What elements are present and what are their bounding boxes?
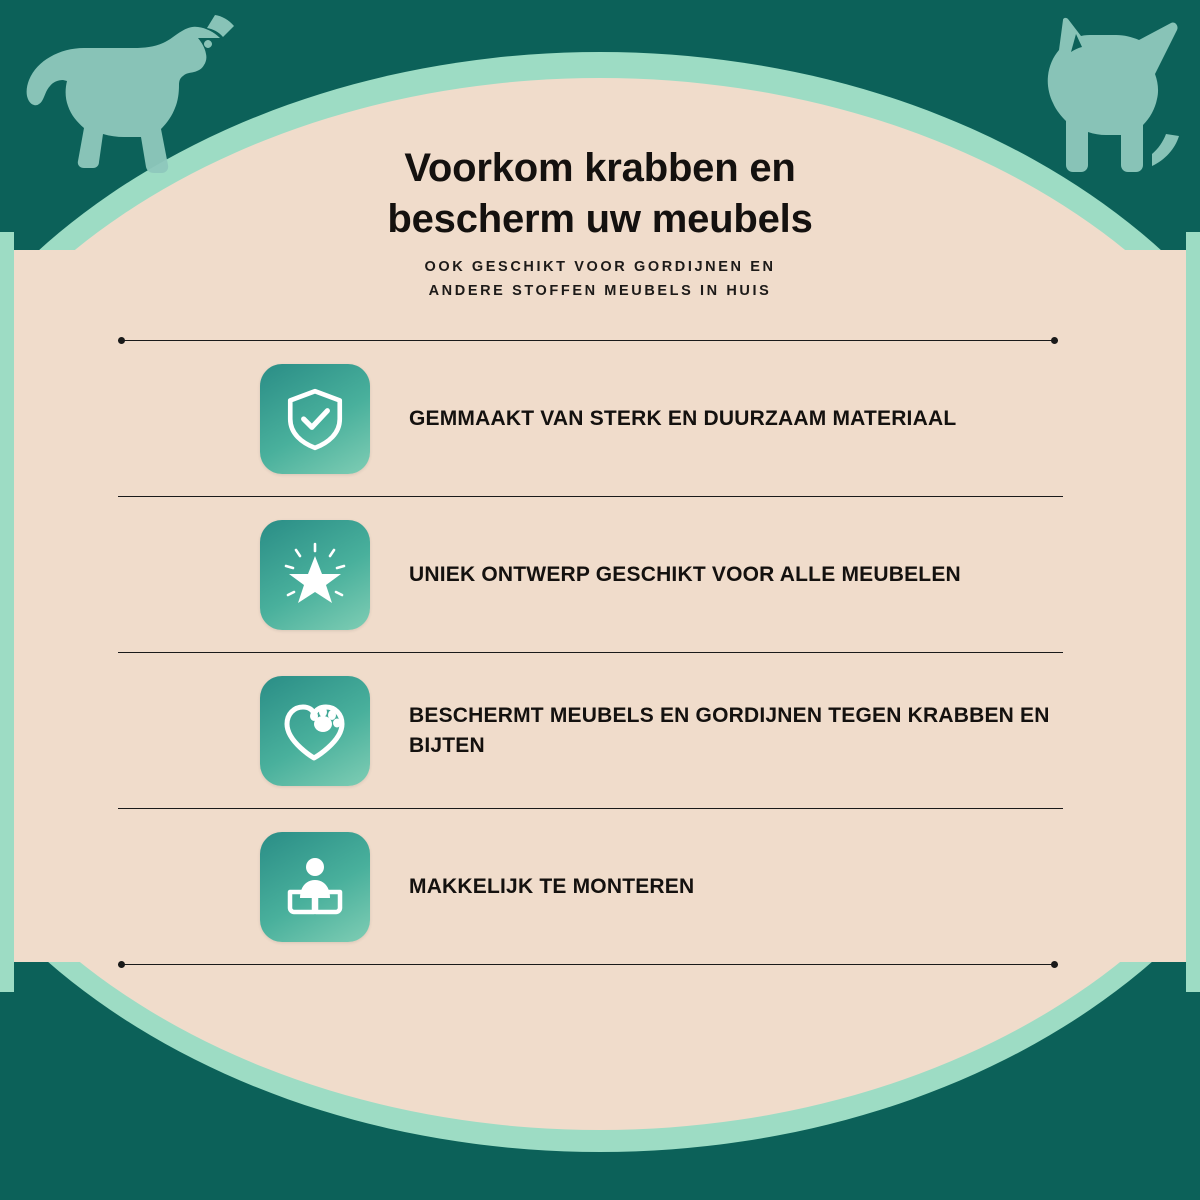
divider-top (118, 340, 1058, 341)
feature-label: BESCHERMT MEUBELS EN GORDIJNEN TEGEN KRABBEN EN BIJTEN (409, 703, 1050, 757)
divider-3 (118, 808, 1063, 809)
divider-2 (118, 652, 1063, 653)
list-item (118, 341, 1058, 496)
headline-line-1: Voorkom krabben en (404, 146, 796, 190)
page-subtitle (0, 256, 1200, 304)
page-title (0, 143, 1200, 245)
person-reading-manual-icon (260, 832, 370, 942)
list-item (118, 809, 1058, 964)
list-item (118, 653, 1058, 808)
heart-paw-icon (260, 676, 370, 786)
headline-line-2: bescherm uw meubels (387, 197, 813, 242)
feature-label: UNIEK ONTWERP GESCHIKT VOOR ALLE MEUBELEN (409, 562, 961, 586)
divider-1 (118, 496, 1063, 497)
subheadline-line-2: ANDERE STOFFEN MEUBELS IN HUIS (428, 282, 772, 299)
sparkling-star-icon (260, 520, 370, 630)
subheadline-line-1: OOK GESCHIKT VOOR GORDIJNEN EN (424, 259, 776, 275)
divider-bottom (118, 964, 1058, 965)
shield-check-icon (260, 364, 370, 474)
feature-label: MAKKELIJK TE MONTEREN (409, 874, 695, 898)
feature-list (118, 340, 1058, 965)
feature-label: GEMMAAKT VAN STERK EN DUURZAAM MATERIAAL (409, 406, 957, 430)
list-item (118, 497, 1058, 652)
